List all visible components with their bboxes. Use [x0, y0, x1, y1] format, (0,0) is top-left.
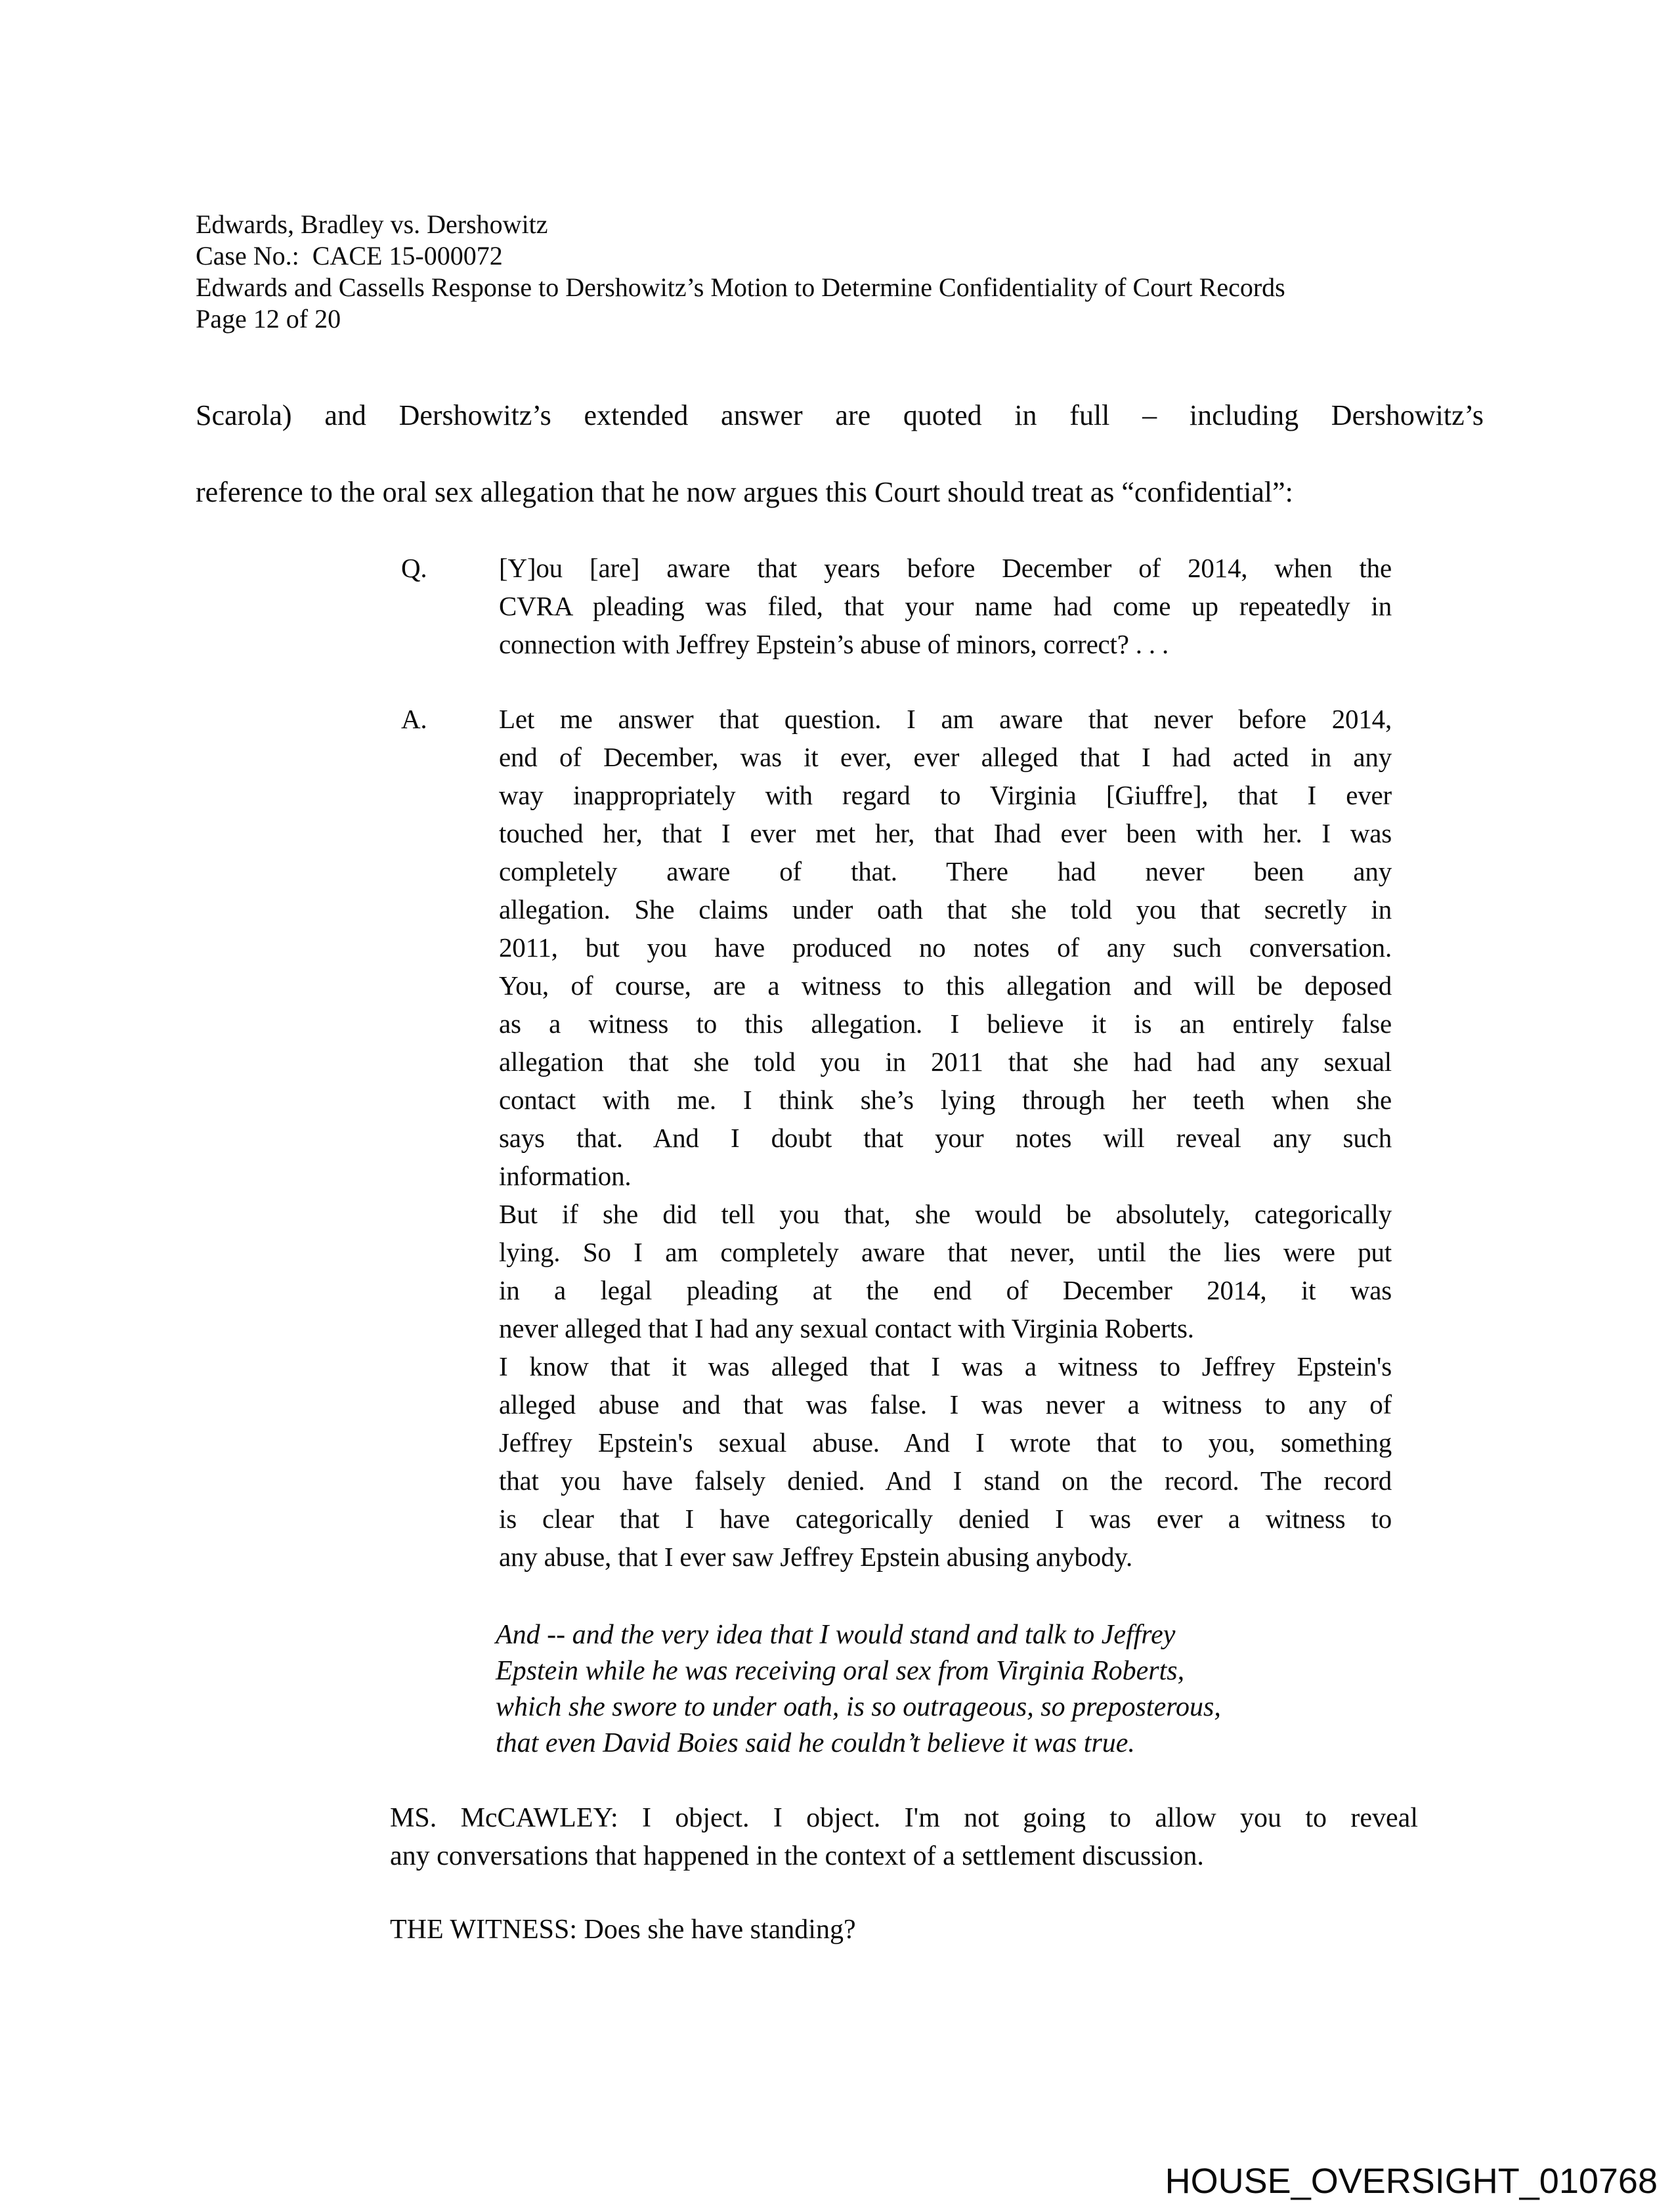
italic-quote-line: Epstein while he was receiving oral sex from Virginia Roberts, [496, 1656, 1185, 1686]
intro-line: Scarola) and Dershowitz’s extended answer are quoted in full – including Dershowitz’s [196, 399, 1484, 431]
mccawley-line: any conversations that happened in the context of a settlement discussion. [390, 1841, 1204, 1871]
case-number: Case No.: CACE 15-000072 [196, 241, 503, 271]
answer-line: allegation that she told you in 2011 that she had had any sexual [499, 1047, 1392, 1077]
question-block [401, 549, 1392, 663]
answer-line: 2011, but you have produced no notes of any such conversation. [499, 932, 1392, 963]
answer-line: never alleged that I had any sexual contact with Virginia Roberts. [499, 1313, 1194, 1343]
answer-line: says that. And I doubt that your notes will reveal any such [499, 1123, 1392, 1153]
bates-number: HOUSE_OVERSIGHT_010768 [1165, 2161, 1658, 2201]
answer-label: A. [401, 704, 427, 734]
answer-line: alleged abuse and that was false. I was never a witness to any of [499, 1389, 1392, 1420]
answer-line: lying. So I am completely aware that never, until the lies were put [499, 1237, 1392, 1267]
witness-line: THE WITNESS: Does she have standing? [390, 1915, 856, 1945]
question-label: Q. [401, 553, 427, 583]
answer-line: Jeffrey Epstein's sexual abuse. And I wrote that to you, something [499, 1427, 1392, 1458]
answer-line: in a legal pleading at the end of December 2014, it was [499, 1275, 1392, 1305]
question-line: [Y]ou [are] aware that years before December of 2014, when the [499, 553, 1392, 583]
answer-line: any abuse, that I ever saw Jeffrey Epstein abusing anybody. [499, 1542, 1133, 1572]
answer-line: information. [499, 1161, 632, 1191]
answer-line: end of December, was it ever, ever alleged that I had acted in any [499, 742, 1392, 772]
answer-line: touched her, that I ever met her, that Ihad ever been with her. I was [499, 818, 1392, 848]
answer-line: You, of course, are a witness to this allegation and will be deposed [499, 970, 1392, 1001]
answer-block [401, 700, 1392, 1576]
case-title: Edwards, Bradley vs. Dershowitz [196, 209, 548, 239]
page-number: Page 12 of 20 [196, 304, 341, 334]
answer-line: I know that it was alleged that I was a witness to Jeffrey Epstein's [499, 1351, 1392, 1381]
intro-paragraph [196, 377, 1484, 531]
italic-quote-block [496, 1617, 1388, 1762]
answer-line: as a witness to this allegation. I believe it is an entirely false [499, 1008, 1392, 1039]
question-line: connection with Jeffrey Epstein’s abuse of minors, correct? . . . [499, 629, 1169, 659]
answer-line: completely aware of that. There had never been any [499, 856, 1392, 886]
italic-quote-line: which she swore to under oath, is so outrageous, so preposterous, [496, 1692, 1221, 1722]
document-title: Edwards and Cassells Response to Dershowitz’s Motion to Determine Confidentiality of Court Records [196, 272, 1285, 302]
answer-line: Let me answer that question. I am aware that never before 2014, [499, 704, 1392, 734]
answer-line: contact with me. I think she’s lying through her teeth when she [499, 1085, 1392, 1115]
italic-quote-line: that even David Boies said he couldn’t believe it was true. [496, 1728, 1135, 1758]
answer-line: is clear that I have categorically denied I was ever a witness to [499, 1504, 1392, 1534]
answer-line: allegation. She claims under oath that she told you that secretly in [499, 894, 1392, 924]
answer-line: that you have falsely denied. And I stand on the record. The record [499, 1465, 1392, 1496]
question-line: CVRA pleading was filed, that your name had come up repeatedly in [499, 591, 1392, 621]
case-header [196, 209, 1456, 335]
mccawley-objection [390, 1799, 1418, 1875]
italic-quote-line: And -- and the very idea that I would stand and talk to Jeffrey [496, 1620, 1176, 1650]
intro-line: reference to the oral sex allegation that he now argues this Court should treat as “confidential”: [196, 476, 1293, 508]
answer-line: But if she did tell you that, she would be absolutely, categorically [499, 1199, 1392, 1229]
answer-line: way inappropriately with regard to Virginia [Giuffre], that I ever [499, 780, 1392, 810]
witness-statement [390, 1911, 1418, 1949]
mccawley-line: MS. McCAWLEY: I object. I object. I'm not going to allow you to reveal [390, 1803, 1418, 1833]
